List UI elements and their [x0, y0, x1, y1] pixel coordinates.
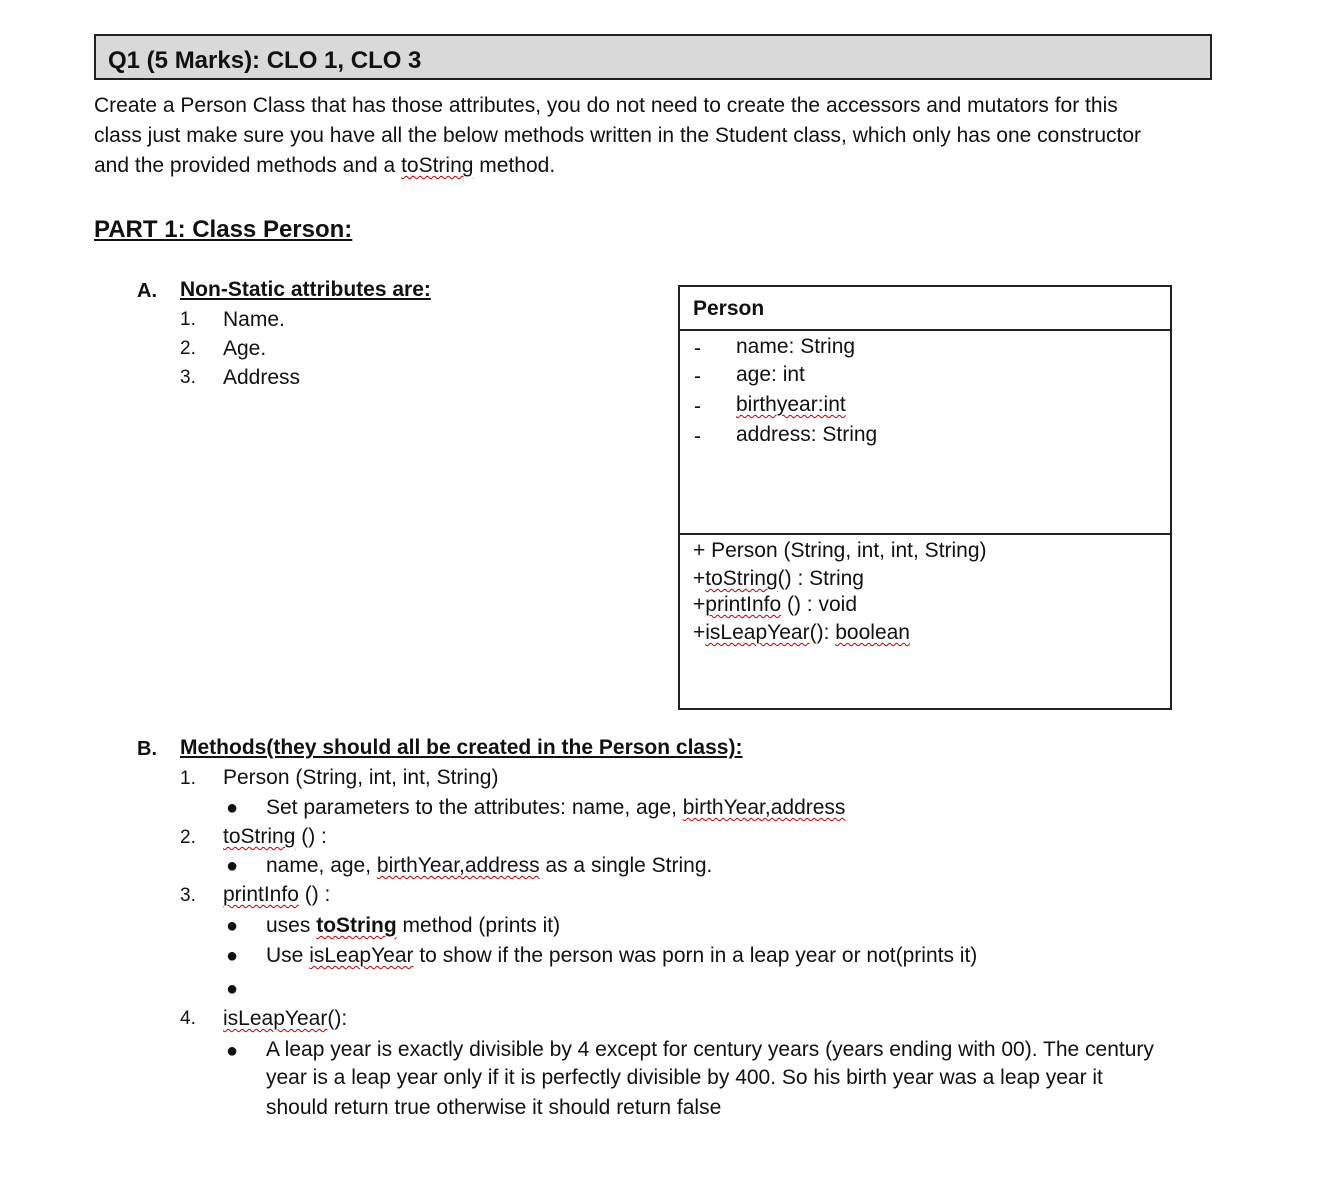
bullet-dot: ● [226, 915, 239, 937]
method-bullet [266, 854, 712, 878]
method-item-rest: (): [327, 1007, 348, 1030]
method-item-name: toString [223, 825, 296, 848]
question-header-text: Q1 (5 Marks): CLO 1, CLO 3 [108, 47, 422, 74]
method-bullet-c: to show if the person was porn in a leap year or not(prints it) [413, 944, 978, 967]
section-a-title: Non-Static attributes are: [180, 278, 431, 301]
method-bullet [266, 914, 560, 938]
method-item-name: isLeapYear [223, 1007, 328, 1030]
method-bullet [266, 944, 977, 968]
method-item-num: 3. [180, 885, 196, 906]
uml-visibility: - [694, 425, 701, 448]
uml-visibility: - [694, 337, 701, 360]
uml-method-rest: () : String [777, 567, 864, 590]
uml-method-name: isLeapYear [705, 621, 810, 644]
intro-tostring: toString [401, 154, 474, 177]
attr-item-text: Age. [223, 337, 267, 360]
uml-method-plus: + [693, 621, 706, 644]
uml-divider [680, 329, 1170, 331]
intro-line-3-c: method. [473, 154, 556, 177]
intro-line-2: class just make sure you have all the below methods written in the Student class, which only has one constructor [94, 124, 1142, 147]
method-bullet-line: year is a leap year only if it is perfectly divisible by 400. So his birth year was a leap year it [266, 1066, 1103, 1089]
bullet-dot: ● [226, 797, 239, 819]
uml-attribute: address: String [736, 423, 878, 446]
uml-method: + Person (String, int, int, String) [693, 539, 987, 562]
method-item-num: 1. [180, 768, 196, 789]
method-bullet-line: A leap year is exactly divisible by 4 except for century years (years ending with 00). The century [266, 1038, 1154, 1061]
uml-method-name: toString [705, 567, 778, 590]
method-item-num: 2. [180, 827, 196, 848]
method-bullet-a: uses [266, 914, 317, 937]
uml-attribute: birthyear:int [736, 393, 846, 416]
method-item-title [223, 1007, 347, 1031]
method-bullet-line: should return true otherwise it should return false [266, 1096, 722, 1119]
uml-method-name: printInfo [705, 593, 782, 616]
method-bullet [266, 796, 845, 820]
uml-method-rest: (): [809, 621, 836, 644]
uml-attribute: age: int [736, 363, 805, 386]
attr-item-num: 1. [180, 309, 196, 330]
attr-item-text: Address [223, 366, 301, 389]
intro-line-3-a: and the provided methods and a [94, 154, 402, 177]
method-item-rest: () : [298, 883, 331, 906]
intro-line-1: Create a Person Class that has those attributes, you do not need to create the accessors and mutators for this [94, 94, 1118, 117]
method-bullet-b: isLeapYear [309, 944, 414, 967]
bullet-dot: ● [226, 855, 239, 877]
section-a-letter: A. [137, 280, 157, 302]
uml-class-name: Person [693, 297, 765, 320]
method-item-title: Person (String, int, int, String) [223, 766, 499, 789]
uml-divider [680, 533, 1170, 535]
uml-method [693, 593, 857, 617]
attr-item-num: 3. [180, 367, 196, 388]
bullet-dot: ● [226, 978, 239, 1000]
method-bullet-a: name, age, [266, 854, 377, 877]
method-bullet-c: method (prints it) [396, 914, 561, 937]
uml-method [693, 621, 910, 645]
uml-attribute: name: String [736, 335, 856, 358]
method-item-title [223, 883, 330, 907]
uml-visibility: - [694, 395, 701, 418]
uml-method [693, 567, 864, 591]
uml-method-rest: () : void [781, 593, 858, 616]
uml-method-plus: + [693, 593, 706, 616]
section-b-letter: B. [137, 738, 157, 760]
method-bullet-b: toString [316, 914, 397, 937]
method-item-num: 4. [180, 1008, 196, 1029]
intro-line-3 [94, 154, 555, 178]
section-b-title: Methods(they should all be created in the Person class): [180, 736, 743, 759]
method-item-rest: () : [295, 825, 327, 848]
attr-item-text: Name. [223, 308, 285, 331]
bullet-dot: ● [226, 945, 239, 967]
method-item-name: printInfo [223, 883, 299, 906]
uml-method-plus: + [693, 567, 706, 590]
part-title: PART 1: Class Person: [94, 216, 353, 243]
uml-method-type: boolean [835, 621, 910, 644]
method-bullet-b: , age, [624, 796, 683, 819]
uml-class-diagram [678, 285, 1172, 710]
bullet-dot: ● [226, 1040, 239, 1062]
method-bullet-b: birthYear,address [376, 854, 540, 877]
question-header [94, 34, 1212, 80]
method-bullet-a: Use [266, 944, 310, 967]
method-bullet-a: Set parameters to the attributes: name [266, 796, 625, 819]
method-bullet-c: as a single String. [539, 854, 713, 877]
uml-visibility: - [694, 365, 701, 388]
attr-item-num: 2. [180, 338, 196, 359]
method-bullet-c: birthYear,address [682, 796, 846, 819]
method-item-title [223, 825, 327, 849]
